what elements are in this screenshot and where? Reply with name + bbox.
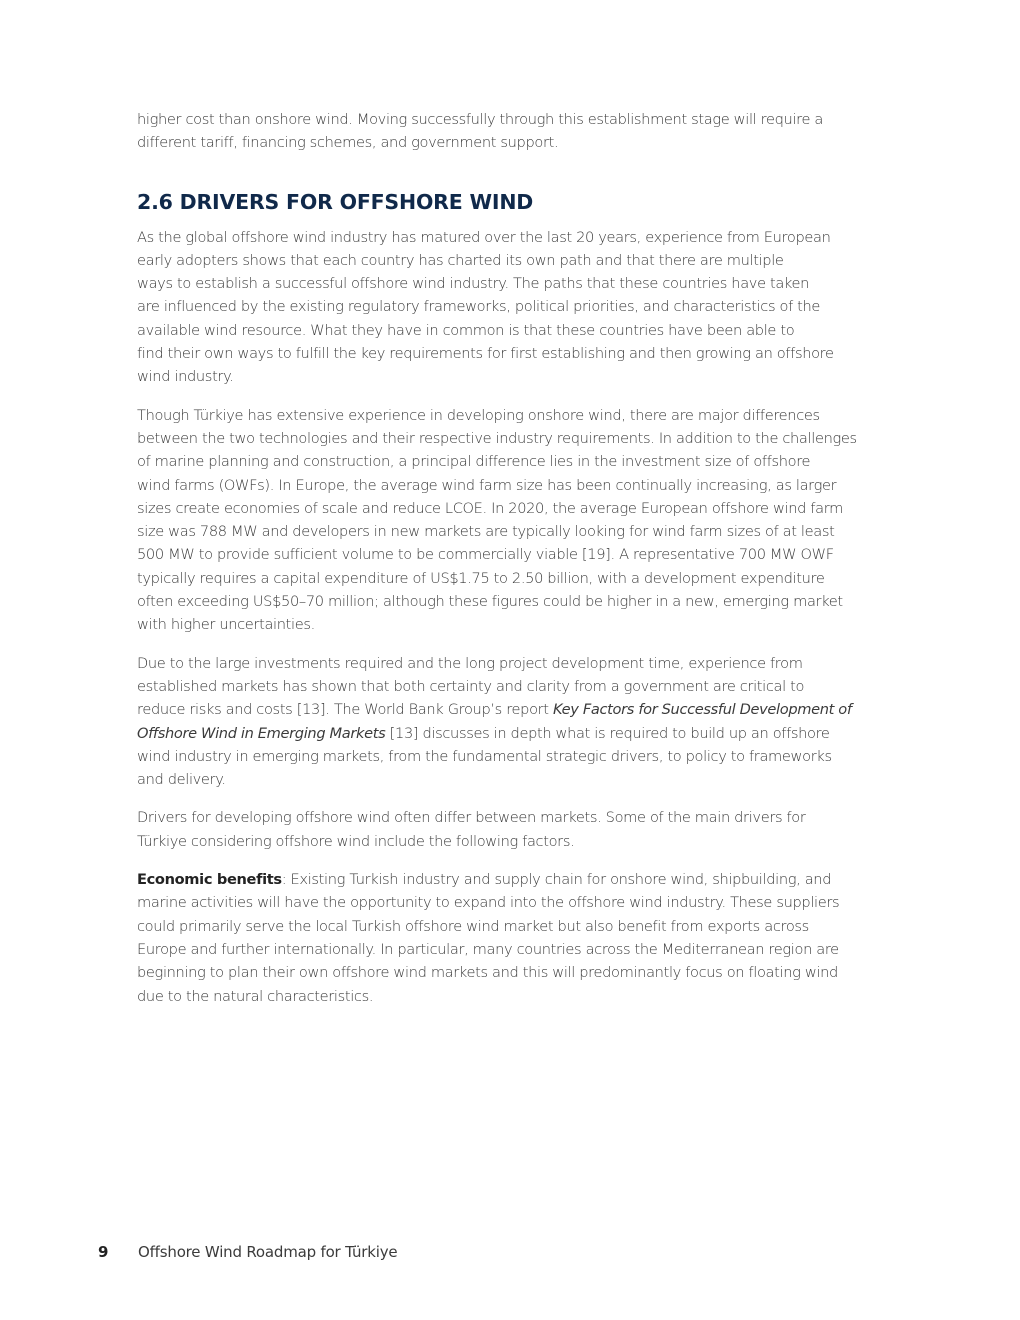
text-line: Türkiye considering offshore wind include the following factors. [137,832,575,850]
text-line: are influenced by the existing regulatory frameworks, political priorities, and characteristics of the [137,298,821,316]
text-line: As the global offshore wind industry has matured over the last 20 years, experience from European [137,228,831,246]
page-content [137,108,877,1023]
text-line: wind industry in emerging markets, from the fundamental strategic drivers, to policy to frameworks [137,747,832,765]
text-line: ways to establish a successful offshore wind industry. The paths that these countries have taken [137,275,810,293]
text-line [137,698,877,721]
text-line: could primarily serve the local Turkish offshore wind market but also benefit from exports across [137,917,809,935]
text-run: reduce risks and costs [13]. The World Bank Group’s report [137,701,553,719]
text-line: size was 788 MW and developers in new markets are typically looking for wind farm sizes of at least [137,523,835,541]
paragraph-1 [137,226,877,389]
page-number: 9 [98,1243,109,1261]
bold-label: Economic benefits [137,871,282,889]
paragraph-economic-benefits [137,868,877,1008]
text-line: early adopters shows that each country has charted its own path and that there are multiple [137,251,784,269]
text-line: established markets has shown that both certainty and clarity from a government are critical to [137,677,805,695]
text-run: [13] discusses in depth what is required to build up an offshore [385,724,830,742]
text-line: due to the natural characteristics. [137,987,374,1005]
document-title: Offshore Wind Roadmap for Türkiye [138,1243,398,1261]
text-line: Due to the large investments required and the long project development time, experience from [137,654,803,672]
text-line: wind industry. [137,368,234,386]
text-line: often exceeding US$50–70 million; although these figures could be higher in a new, emerging market [137,593,843,611]
paragraph-3 [137,652,877,792]
page-footer [98,1243,397,1261]
text-line: Drivers for developing offshore wind often differ between markets. Some of the main drivers for [137,809,806,827]
text-line: find their own ways to fulfill the key requirements for first establishing and then growing an offshore [137,345,834,363]
text-line: Europe and further internationally. In particular, many countries across the Mediterranean region are [137,940,839,958]
text-line: Though Türkiye has extensive experience in developing onshore wind, there are major differences [137,406,820,424]
text-line: higher cost than onshore wind. Moving successfully through this establishment stage will require a [137,111,823,128]
text-line: marine activities will have the opportunity to expand into the offshore wind industry. These suppliers [137,894,840,912]
text-line: between the two technologies and their respective industry requirements. In addition to the challenges [137,429,857,447]
text-run: : Existing Turkish industry and supply chain for onshore wind, shipbuilding, and [281,871,832,889]
text-line [137,868,877,891]
text-line: beginning to plan their own offshore wind markets and this will predominantly focus on floating wind [137,964,838,982]
text-line: with higher uncertainties. [137,616,315,634]
section-heading: 2.6 DRIVERS FOR OFFSHORE WIND [137,189,534,214]
text-line: sizes create economies of scale and reduce LCOE. In 2020, the average European offshore wind farm [137,499,844,517]
text-line [137,722,877,745]
text-line: wind farms (OWFs). In Europe, the average wind farm size has been continually increasing, as larger [137,476,837,494]
text-line: 500 MW to provide sufficient volume to be commercially viable [19]. A representative 700 MW OWF [137,546,834,564]
report-title-italic: Offshore Wind in Emerging Markets [137,724,386,742]
paragraph-4 [137,806,877,853]
paragraph-2 [137,404,877,637]
text-line: of marine planning and construction, a principal difference lies in the investment size of offshore [137,453,811,471]
report-title-italic: Key Factors for Successful Development of [552,701,852,719]
text-line: typically requires a capital expenditure of US$1.75 to 2.50 billion, with a development expenditure [137,569,825,587]
text-line: and delivery. [137,771,226,789]
text-line: available wind resource. What they have in common is that these countries have been able to [137,321,795,339]
text-line: different tariff, financing schemes, and government support. [137,134,559,152]
intro-paragraph [137,108,877,155]
